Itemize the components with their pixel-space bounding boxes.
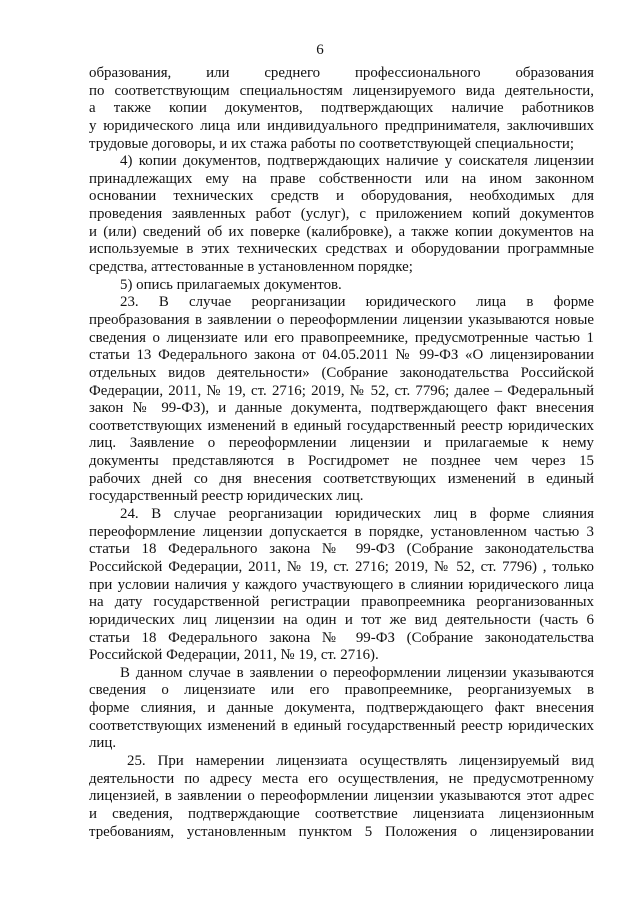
text-line: статьи 18 Федерального закона № 99-ФЗ (Собрание законодательства bbox=[89, 541, 594, 558]
text-line: 5) опись прилагаемых документов. bbox=[120, 276, 342, 293]
text-line: на дату государственной регистрации правопреемника реорганизованных bbox=[89, 594, 594, 611]
text-line: и (или) сведений об их поверке (калибровке), а также копии документов на bbox=[89, 223, 594, 240]
text-line: принадлежащих ему на праве собственности или на ином законном bbox=[89, 170, 594, 187]
text-line: рабочих дней со дня внесения соответствующих изменений в единый bbox=[89, 470, 594, 487]
text-line: статьи 18 Федерального закона № 99-ФЗ (Собрание законодательства bbox=[89, 629, 594, 646]
text-line: при условии наличия у каждого участвующего в слиянии юридического лица bbox=[89, 576, 594, 593]
text-line: 25. При намерении лицензиата осуществлять лицензируемый вид bbox=[127, 752, 594, 769]
text-line: отдельных видов деятельности» (Собрание законодательства Российской bbox=[89, 364, 594, 381]
text-line: соответствующих изменений в единый государственный реестр юридических bbox=[89, 417, 594, 434]
text-line: Федерации, 2011, № 19, ст. 2716; 2019, № 52, ст. 7796; далее – Федеральный bbox=[89, 382, 594, 399]
text-line: Российской Федерации, 2011, № 19, ст. 2716; 2019, № 52, ст. 7796) , только bbox=[89, 558, 594, 575]
text-line: закон № 99-ФЗ), и данные документа, подтверждающего факт внесения bbox=[89, 400, 594, 417]
text-line: а также копии документов, подтверждающих наличие работников bbox=[89, 100, 594, 117]
text-line: средства, аттестованные в установленном порядке; bbox=[89, 259, 413, 276]
text-line: документы представляются в Росгидромет не позднее чем через 15 bbox=[89, 453, 594, 470]
document-body bbox=[89, 65, 594, 841]
text-line: основании технических средств и оборудования, необходимых для bbox=[89, 188, 594, 205]
text-line: юридических лиц лицензии на один и тот же вид деятельности (часть 6 bbox=[89, 611, 594, 628]
text-line: образования, или среднего профессионального образования bbox=[89, 65, 594, 81]
text-line: сведения о лицензиате или его правопреемнике, реорганизуемых в bbox=[89, 682, 594, 699]
text-line: форме слияния, и данные документа, подтверждающего факт внесения bbox=[89, 700, 594, 717]
text-line: соответствующих изменений в единый государственный реестр юридических bbox=[89, 717, 594, 734]
text-line: переоформление лицензии допускается в порядке, установленном частью 3 bbox=[89, 523, 594, 540]
text-line: В данном случае в заявлении о переоформлении лицензии указываются bbox=[120, 664, 594, 681]
text-line: требованиям, установленным пунктом 5 Положения о лицензировании bbox=[89, 823, 594, 840]
text-line: Российской Федерации, 2011, № 19, ст. 2716). bbox=[89, 647, 379, 664]
text-line: статьи 13 Федерального закона от 04.05.2011 № 99-ФЗ «О лицензировании bbox=[89, 347, 594, 364]
text-line: трудовые договоры, и их стажа работы по соответствующей специальности; bbox=[89, 135, 575, 152]
text-line: государственный реестр юридических лиц. bbox=[89, 488, 364, 505]
text-line: по соответствующим специальностям лицензируемого вида деятельности, bbox=[89, 82, 594, 99]
text-line: у юридического лица или индивидуального предпринимателя, заключивших bbox=[89, 117, 594, 134]
text-line: проведения заявленных работ (услуг), с приложением копий документов bbox=[89, 206, 594, 223]
text-line: лиц. Заявление о переоформлении лицензии и прилагаемые к нему bbox=[89, 435, 594, 452]
text-line: 23. В случае реорганизации юридического лица в форме bbox=[120, 294, 594, 311]
text-line: 24. В случае реорганизации юридических лиц в форме слияния bbox=[120, 506, 594, 523]
text-line: лиц. bbox=[89, 735, 117, 752]
text-line: деятельности по адресу места его осуществления, не предусмотренному bbox=[89, 770, 594, 787]
text-line: используемые в этих технических средствах и оборудовании программные bbox=[89, 241, 594, 258]
text-line: преобразования в заявлении о переоформлении лицензии указываются новые bbox=[89, 311, 594, 328]
text-line: и сведения, подтверждающие соответствие лицензиата лицензионным bbox=[89, 805, 594, 822]
text-line: 4) копии документов, подтверждающих наличие у соискателя лицензии bbox=[120, 153, 594, 170]
text-line: сведения о лицензиате или его правопреемнике, предусмотренные частью 1 bbox=[89, 329, 594, 346]
text-line: лицензией, в заявлении о переоформлении лицензии указываются этот адрес bbox=[89, 788, 594, 805]
page-number: 6 bbox=[316, 42, 324, 58]
